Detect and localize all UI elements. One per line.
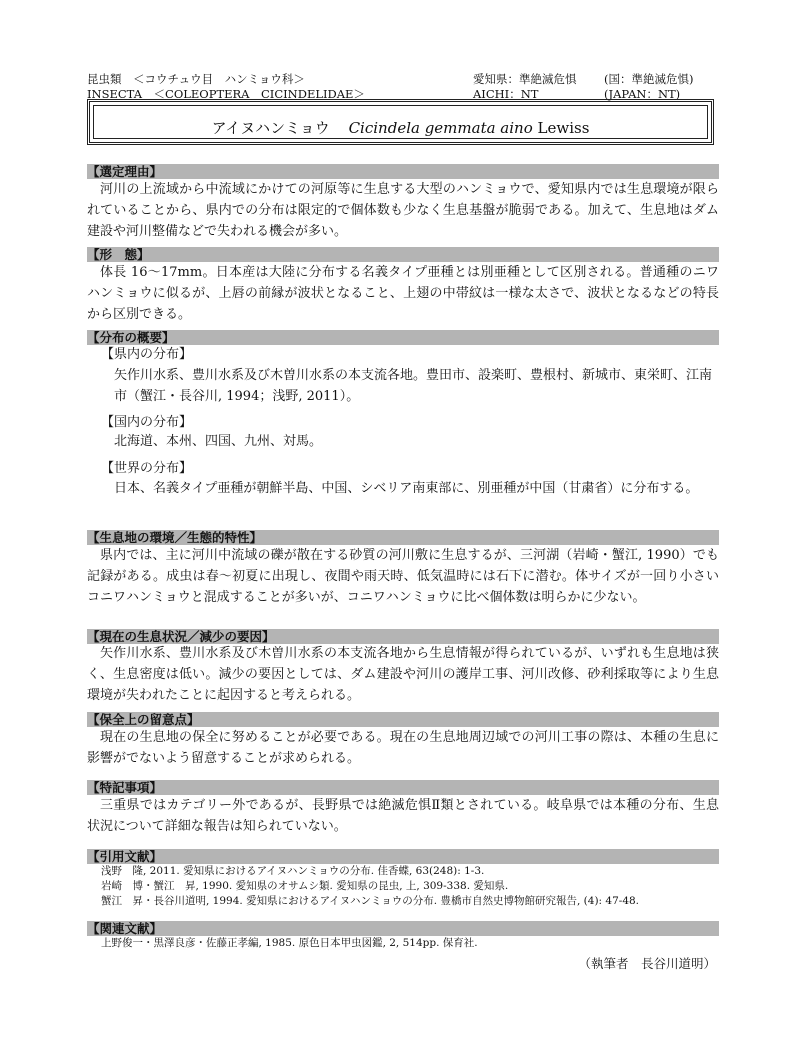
related-reference: 上野俊一・黒澤良彦・佐藤正孝編, 1985. 原色日本甲虫図鑑, 2, 514pp. 保育社.: [101, 937, 478, 949]
section-morphology-heading: 【形 態】: [87, 247, 719, 262]
species-author: Lewiss: [537, 119, 590, 137]
pref-distribution-text: 矢作川水系、豊川水系及び木曽川水系の本支流各地。豊田市、設楽町、豊根村、新城市、東栄町、江南市（蟹江・長谷川, 1994；浅野, 2011）。: [114, 368, 713, 404]
section-habitat-heading: 【生息地の環境／生態的特性】: [87, 530, 719, 545]
section-status-heading: 【現在の生息状況／減少の要因】: [87, 629, 719, 644]
section-cited-heading: 【引用文献】: [87, 849, 719, 864]
section-related-heading: 【関連文献】: [87, 921, 719, 936]
species-name-scientific: Cicindela gemmata aino: [348, 119, 533, 137]
japan-status: (国：準絶滅危惧): [604, 72, 694, 86]
section-habitat-text: 県内では、主に河川中流域の礫が散在する砂質の河川敷に生息するが、三河湖（岩崎・蟹江, 1990）でも記録がある。成虫は春～初夏に出現し、夜間や雨天時、低気温時には石下に潜む。体サイズが一回り小さいコニワハンミョウと混成することが多いが、コニワハンミョウに比べ個体数は明らかに少ない。: [87, 548, 719, 605]
aichi-status-en: AICHI：NT: [473, 87, 539, 101]
author-credit: （執筆者 長谷川道明）: [578, 956, 716, 971]
category-en: INSECTA ＜COLEOPTERA CICINDELIDAE＞: [87, 87, 365, 101]
aichi-status: 愛知県：準絶滅危惧: [473, 72, 577, 86]
japan-distribution-heading: 【国内の分布】: [101, 415, 193, 430]
category-jp: 昆虫類 ＜コウチュウ目 ハンミョウ科＞: [87, 72, 305, 86]
cited-reference: 蟹江 昇・長谷川道明, 1994. 愛知県におけるアイヌハンミョウの分布. 豊橋市自然史博物館研究報告, (4): 47-48.: [101, 895, 640, 907]
pref-distribution-heading: 【県内の分布】: [101, 347, 193, 362]
cited-reference: 浅野 隆, 2011. 愛知県におけるアイヌハンミョウの分布. 佳香蝶, 63(248): 1-3.: [101, 865, 485, 877]
section-reason-heading: 【選定理由】: [87, 164, 719, 179]
section-conservation-text: 現在の生息地の保全に努めることが必要である。現在の生息地周辺域での河川工事の際は、本種の生息に影響がでないよう留意することが求められる。: [87, 730, 719, 766]
world-distribution-text: 日本、名義タイプ亜種が朝鮮半島、中国、シベリア南東部に、別亜種が中国（甘粛省）に分布する。: [114, 481, 699, 496]
section-notes-heading: 【特記事項】: [87, 780, 719, 795]
japan-distribution-text: 北海道、本州、四国、九州、対馬。: [114, 434, 323, 449]
cited-reference: 岩崎 博・蟹江 昇, 1990. 愛知県のオサムシ類. 愛知県の昆虫, 上, 309-338. 愛知県.: [101, 880, 509, 892]
species-title: [94, 118, 707, 138]
section-reason-text: 河川の上流域から中流域にかけての河原等に生息する大型のハンミョウで、愛知県内では生息環境が限られていることから、県内での分布は限定的で個体数も少なく生息基盤が脆弱である。加えて、生息地はダム建設や河川整備などで失われる機会が多い。: [87, 182, 719, 239]
species-title-box: [87, 99, 714, 145]
species-name-jp: アイヌハンミョウ: [211, 119, 330, 137]
section-notes-text: 三重県ではカテゴリー外であるが、長野県では絶滅危惧Ⅱ類とされている。岐阜県では本種の分布、生息状況について詳細な報告は知られていない。: [87, 798, 719, 834]
section-conservation-heading: 【保全上の留意点】: [87, 712, 719, 727]
section-morphology-text: 体長 16～17mm。日本産は大陸に分布する名義タイプ亜種とは別亜種として区別される。普通種のニワハンミョウに似るが、上唇の前縁が波状となること、上翅の中帯紋は一様な太さで、波状となるなどの特長から区別できる。: [87, 265, 719, 322]
section-status-text: 矢作川水系、豊川水系及び木曽川水系の本支流各地から生息情報が得られているが、いずれも生息地は狭く、生息密度は低い。減少の要因としては、ダム建設や河川の護岸工事、河川改修、砂利採取等により生息環境が失われたことに起因すると考えられる。: [87, 646, 719, 703]
section-distribution-heading: 【分布の概要】: [87, 330, 719, 345]
world-distribution-heading: 【世界の分布】: [101, 461, 193, 476]
japan-status-en: (JAPAN：NT): [604, 87, 681, 101]
